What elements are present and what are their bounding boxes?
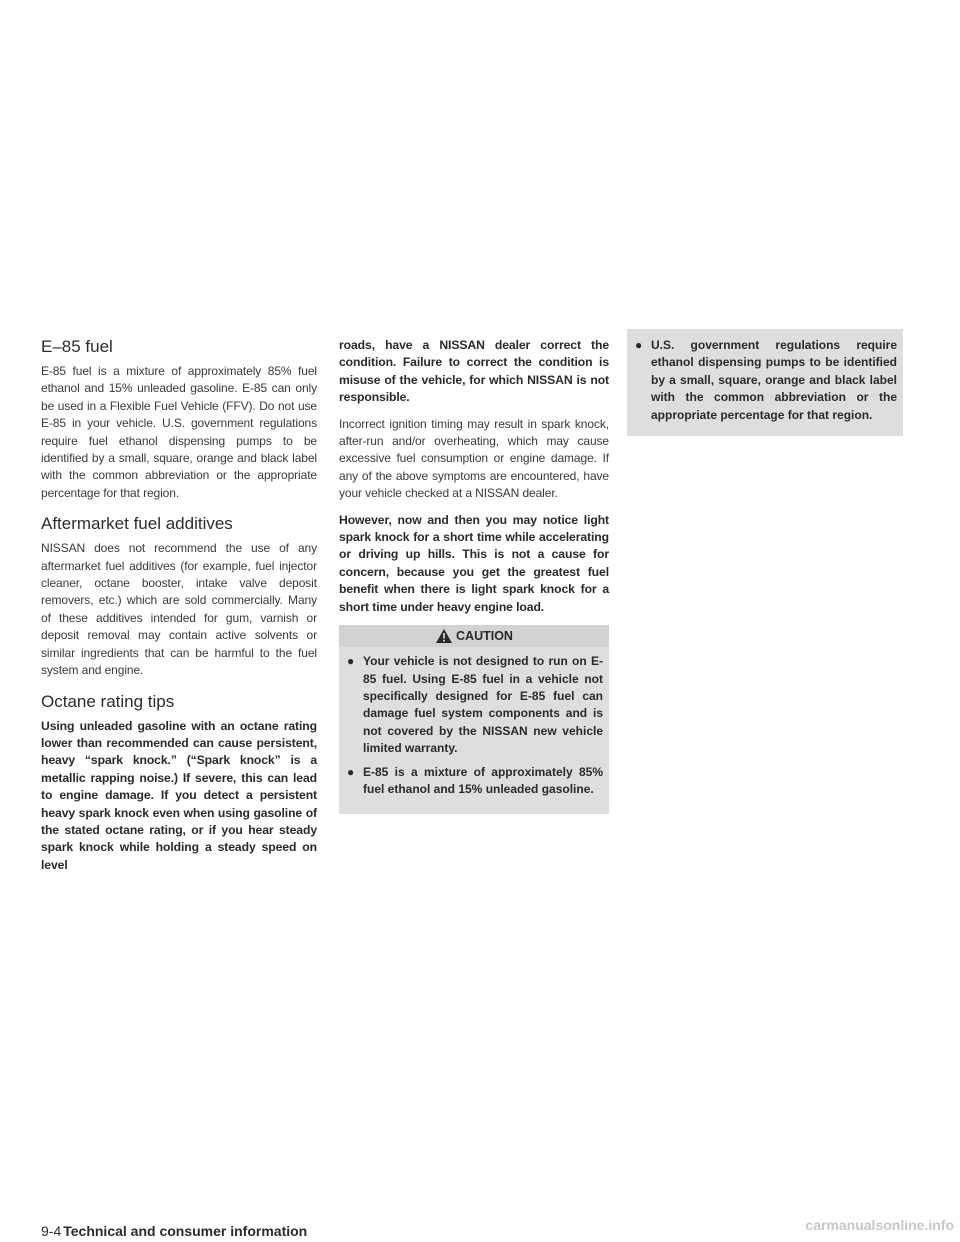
bullet-dot: ● <box>347 764 355 779</box>
heading-aftermarket-additives: Aftermarket fuel additives <box>41 514 233 534</box>
paragraph-octane-bold-1: Using unleaded gasoline with an octane rating lower than recommended can cause persistent, heavy “spark knock.” (“Spark knock” is a metallic rapping noise.) If severe, this can lead to engine damage. If you detect a persistent heavy spark knock even when using gasoline of the stated octane rating, or if you hear steady spark knock while holding a steady speed on level <box>41 718 317 872</box>
paragraph-octane-bold-2: roads, have a NISSAN dealer correct the condition. Failure to correct the condition is misuse of the vehicle, for which NISSAN is not responsible. <box>339 338 609 405</box>
list-item: ● E-85 is a mixture of approximately 85% fuel ethanol and 15% unleaded gasoline. <box>347 764 603 796</box>
page-number: 9-4 <box>41 1223 62 1239</box>
bullet-dot: ● <box>635 338 643 352</box>
footer-section-title: Technical and consumer information <box>63 1223 308 1239</box>
list-item: ● Your vehicle is not designed to run on E-85 fuel. Using E-85 fuel in a vehicle not specifically designed for E-85 fuel can damage fuel system components and is not covered by the NISSAN new vehicle limited warranty. <box>347 654 603 756</box>
list-item: ● U.S. government regulations require ethanol dispensing pumps to be identified by a small, square, orange and black label with the common abbreviation or the appropriate percentage for that region. <box>635 338 897 422</box>
heading-e85-fuel: E–85 fuel <box>41 337 113 356</box>
paragraph-light-spark-knock: However, now and then you may notice light spark knock for a short time while accelerating or driving up hills. This is not a cause for concern, because you get the greatest fuel benefit when there is light spark knock for a short time under heavy engine load. <box>339 512 609 614</box>
paragraph-additives: NISSAN does not recommend the use of any aftermarket fuel additives (for example, fuel injector cleaner, octane booster, intake valve deposit removers, etc.) which are sold commercially. Many of these additives intended for gum, varnish or deposit removal may contain active solvents or similar ingredients that can be harmful to the fuel system and engine. <box>41 541 317 678</box>
paragraph-e85: E-85 fuel is a mixture of approximately 85% fuel ethanol and 15% unleaded gasoline. E-85 can only be used in a Flexible Fuel Vehicle (FFV). Do not use E-85 in your vehicle. U.S. government regulations require fuel ethanol dispensing pumps to be identified by a small, square, orange and black label with the common abbreviation or the appropriate percentage for that region. <box>41 364 317 500</box>
column-2 <box>339 337 609 814</box>
column-1 <box>41 337 317 1239</box>
caution-header <box>339 625 609 647</box>
page-footer <box>41 1223 307 1239</box>
watermark: carmanualsonline.info <box>805 1217 954 1233</box>
paragraph-ignition-timing: Incorrect ignition timing may result in spark knock, after-run and/or overheating, which may cause excessive fuel consumption or engine damage. If any of the above symptoms are encountered, have your vehicle checked at a NISSAN dealer. <box>339 416 609 501</box>
caution-list <box>339 653 609 798</box>
regulation-list <box>627 337 903 424</box>
caution-label: CAUTION <box>456 629 513 644</box>
column-3 <box>627 337 903 436</box>
regulation-box <box>627 329 903 436</box>
heading-octane-rating-tips: Octane rating tips <box>41 691 175 711</box>
caution-box <box>339 625 609 814</box>
warning-triangle-icon <box>435 628 453 644</box>
bullet-dot: ● <box>347 654 355 669</box>
